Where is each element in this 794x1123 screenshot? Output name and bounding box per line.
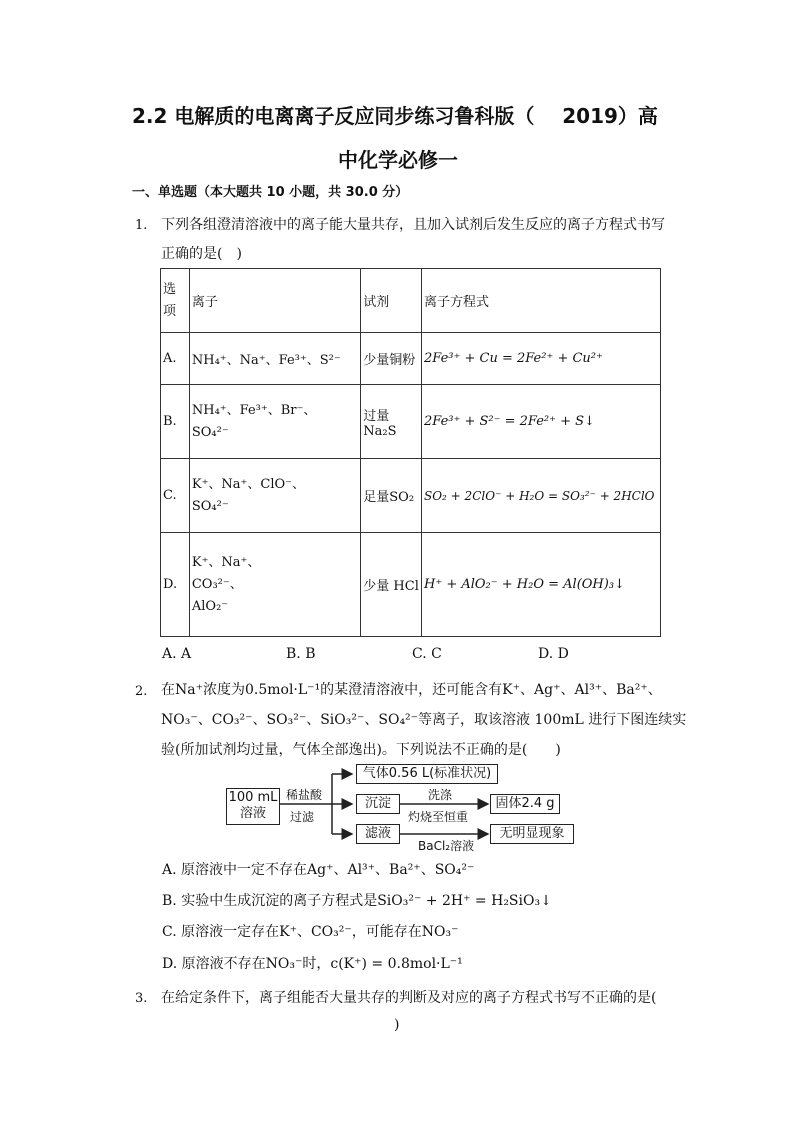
table-cell: 足量SO₂: [361, 459, 422, 533]
table-cell: B.: [161, 385, 190, 459]
ignite-label: 灼烧至恒重: [408, 810, 469, 824]
reagent-label: 稀盐酸: [286, 788, 323, 802]
page-title: 2.2 电解质的电离离子反应同步练习鲁科版（ 2019）高: [132, 104, 658, 128]
table-cell: K⁺、Na⁺、ClO⁻、 SO₄²⁻: [189, 459, 360, 533]
table-header: 选项: [161, 269, 190, 333]
table-row: [161, 459, 661, 533]
choice-b[interactable]: B. 实验中生成沉淀的离子方程式是SiO₃²⁻ + 2H⁺ = H₂SiO₃↓: [162, 893, 552, 909]
table-header: 试剂: [361, 269, 422, 333]
table-cell: A.: [161, 333, 190, 385]
table-cell: H⁺ + AlO₂⁻ + H₂O = Al(OH)₃↓: [422, 533, 661, 637]
gas-box: 气体0.56 L(标准状况): [356, 764, 498, 784]
question-number: 3.: [135, 991, 148, 1006]
option-c[interactable]: C. C: [412, 646, 442, 662]
table-cell: D.: [161, 533, 190, 637]
precipitate-box: 沉淀: [356, 794, 400, 814]
page-title-line2: 中化学必修一: [338, 148, 458, 172]
question-stem: NO₃⁻、CO₃²⁻、SO₃²⁻、SiO₃²⁻、SO₄²⁻等离子，取该溶液 100mL 进行下图连续实: [161, 712, 687, 728]
table-cell: NH₄⁺、Fe³⁺、Br⁻、 SO₄²⁻: [189, 385, 360, 459]
solution-box: 100 mL 溶液: [226, 788, 280, 825]
table-cell: NH₄⁺、Na⁺、Fe³⁺、S²⁻: [189, 333, 360, 385]
table-row: [161, 533, 661, 637]
table-cell: C.: [161, 459, 190, 533]
question-number: 1.: [135, 218, 148, 233]
wash-label: 洗涤: [428, 788, 453, 802]
choice-c[interactable]: C. 原溶液一定存在K⁺、CO₃²⁻，可能存在NO₃⁻: [162, 924, 459, 940]
option-a[interactable]: A. A: [162, 646, 192, 662]
table-cell: 过量Na₂S: [361, 385, 422, 459]
question-stem: 正确的是( ): [161, 246, 242, 262]
table-cell: K⁺、Na⁺、 CO₃²⁻、 AlO₂⁻: [189, 533, 360, 637]
option-d[interactable]: D. D: [538, 646, 569, 662]
question-stem: ): [394, 1017, 400, 1033]
options-table: [160, 268, 661, 637]
question-stem: 验(所加试剂均过量，气体全部逸出)。下列说法不正确的是( ): [161, 742, 561, 758]
table-header-row: [161, 269, 661, 333]
table-cell: 少量铜粉: [361, 333, 422, 385]
choice-a[interactable]: A. 原溶液中一定不存在Ag⁺、Al³⁺、Ba²⁺、SO₄²⁻: [162, 862, 475, 878]
table-row: [161, 333, 661, 385]
table-cell: 2Fe³⁺ + Cu = 2Fe²⁺ + Cu²⁺: [422, 333, 661, 385]
section-header: 一、单选题（本大题共 10 小题，共 30.0 分）: [132, 185, 409, 200]
solid-box: 固体2.4 g: [490, 794, 560, 814]
filtrate-box: 滤液: [356, 824, 400, 844]
table-cell: 2Fe³⁺ + S²⁻ = 2Fe²⁺ + S↓: [422, 385, 661, 459]
table-cell: SO₂ + 2ClO⁻ + H₂O = SO₃²⁻ + 2HClO: [422, 459, 661, 533]
table-cell: 少量 HCl: [361, 533, 422, 637]
option-b[interactable]: B. B: [286, 646, 316, 662]
choice-d[interactable]: D. 原溶液不存在NO₃⁻时，c(K⁺) = 0.8mol·L⁻¹: [162, 956, 463, 972]
table-header: 离子方程式: [422, 269, 661, 333]
process-label: 过滤: [290, 810, 315, 824]
question-stem: 在Na⁺浓度为0.5mol·L⁻¹的某澄清溶液中，还可能含有K⁺、Ag⁺、Al³⁺、Ba²⁺、: [161, 682, 662, 698]
question-stem: 在给定条件下，离子组能否大量共存的判断及对应的离子方程式书写不正确的是(: [161, 990, 657, 1006]
no-change-box: 无明显现象: [490, 824, 574, 844]
question-number: 2.: [135, 684, 148, 699]
bacl2-label: BaCl₂溶液: [418, 839, 475, 853]
table-header: 离子: [189, 269, 360, 333]
table-row: [161, 385, 661, 459]
question-stem: 下列各组澄清溶液中的离子能大量共存，且加入试剂后发生反应的离子方程式书写: [161, 217, 665, 233]
